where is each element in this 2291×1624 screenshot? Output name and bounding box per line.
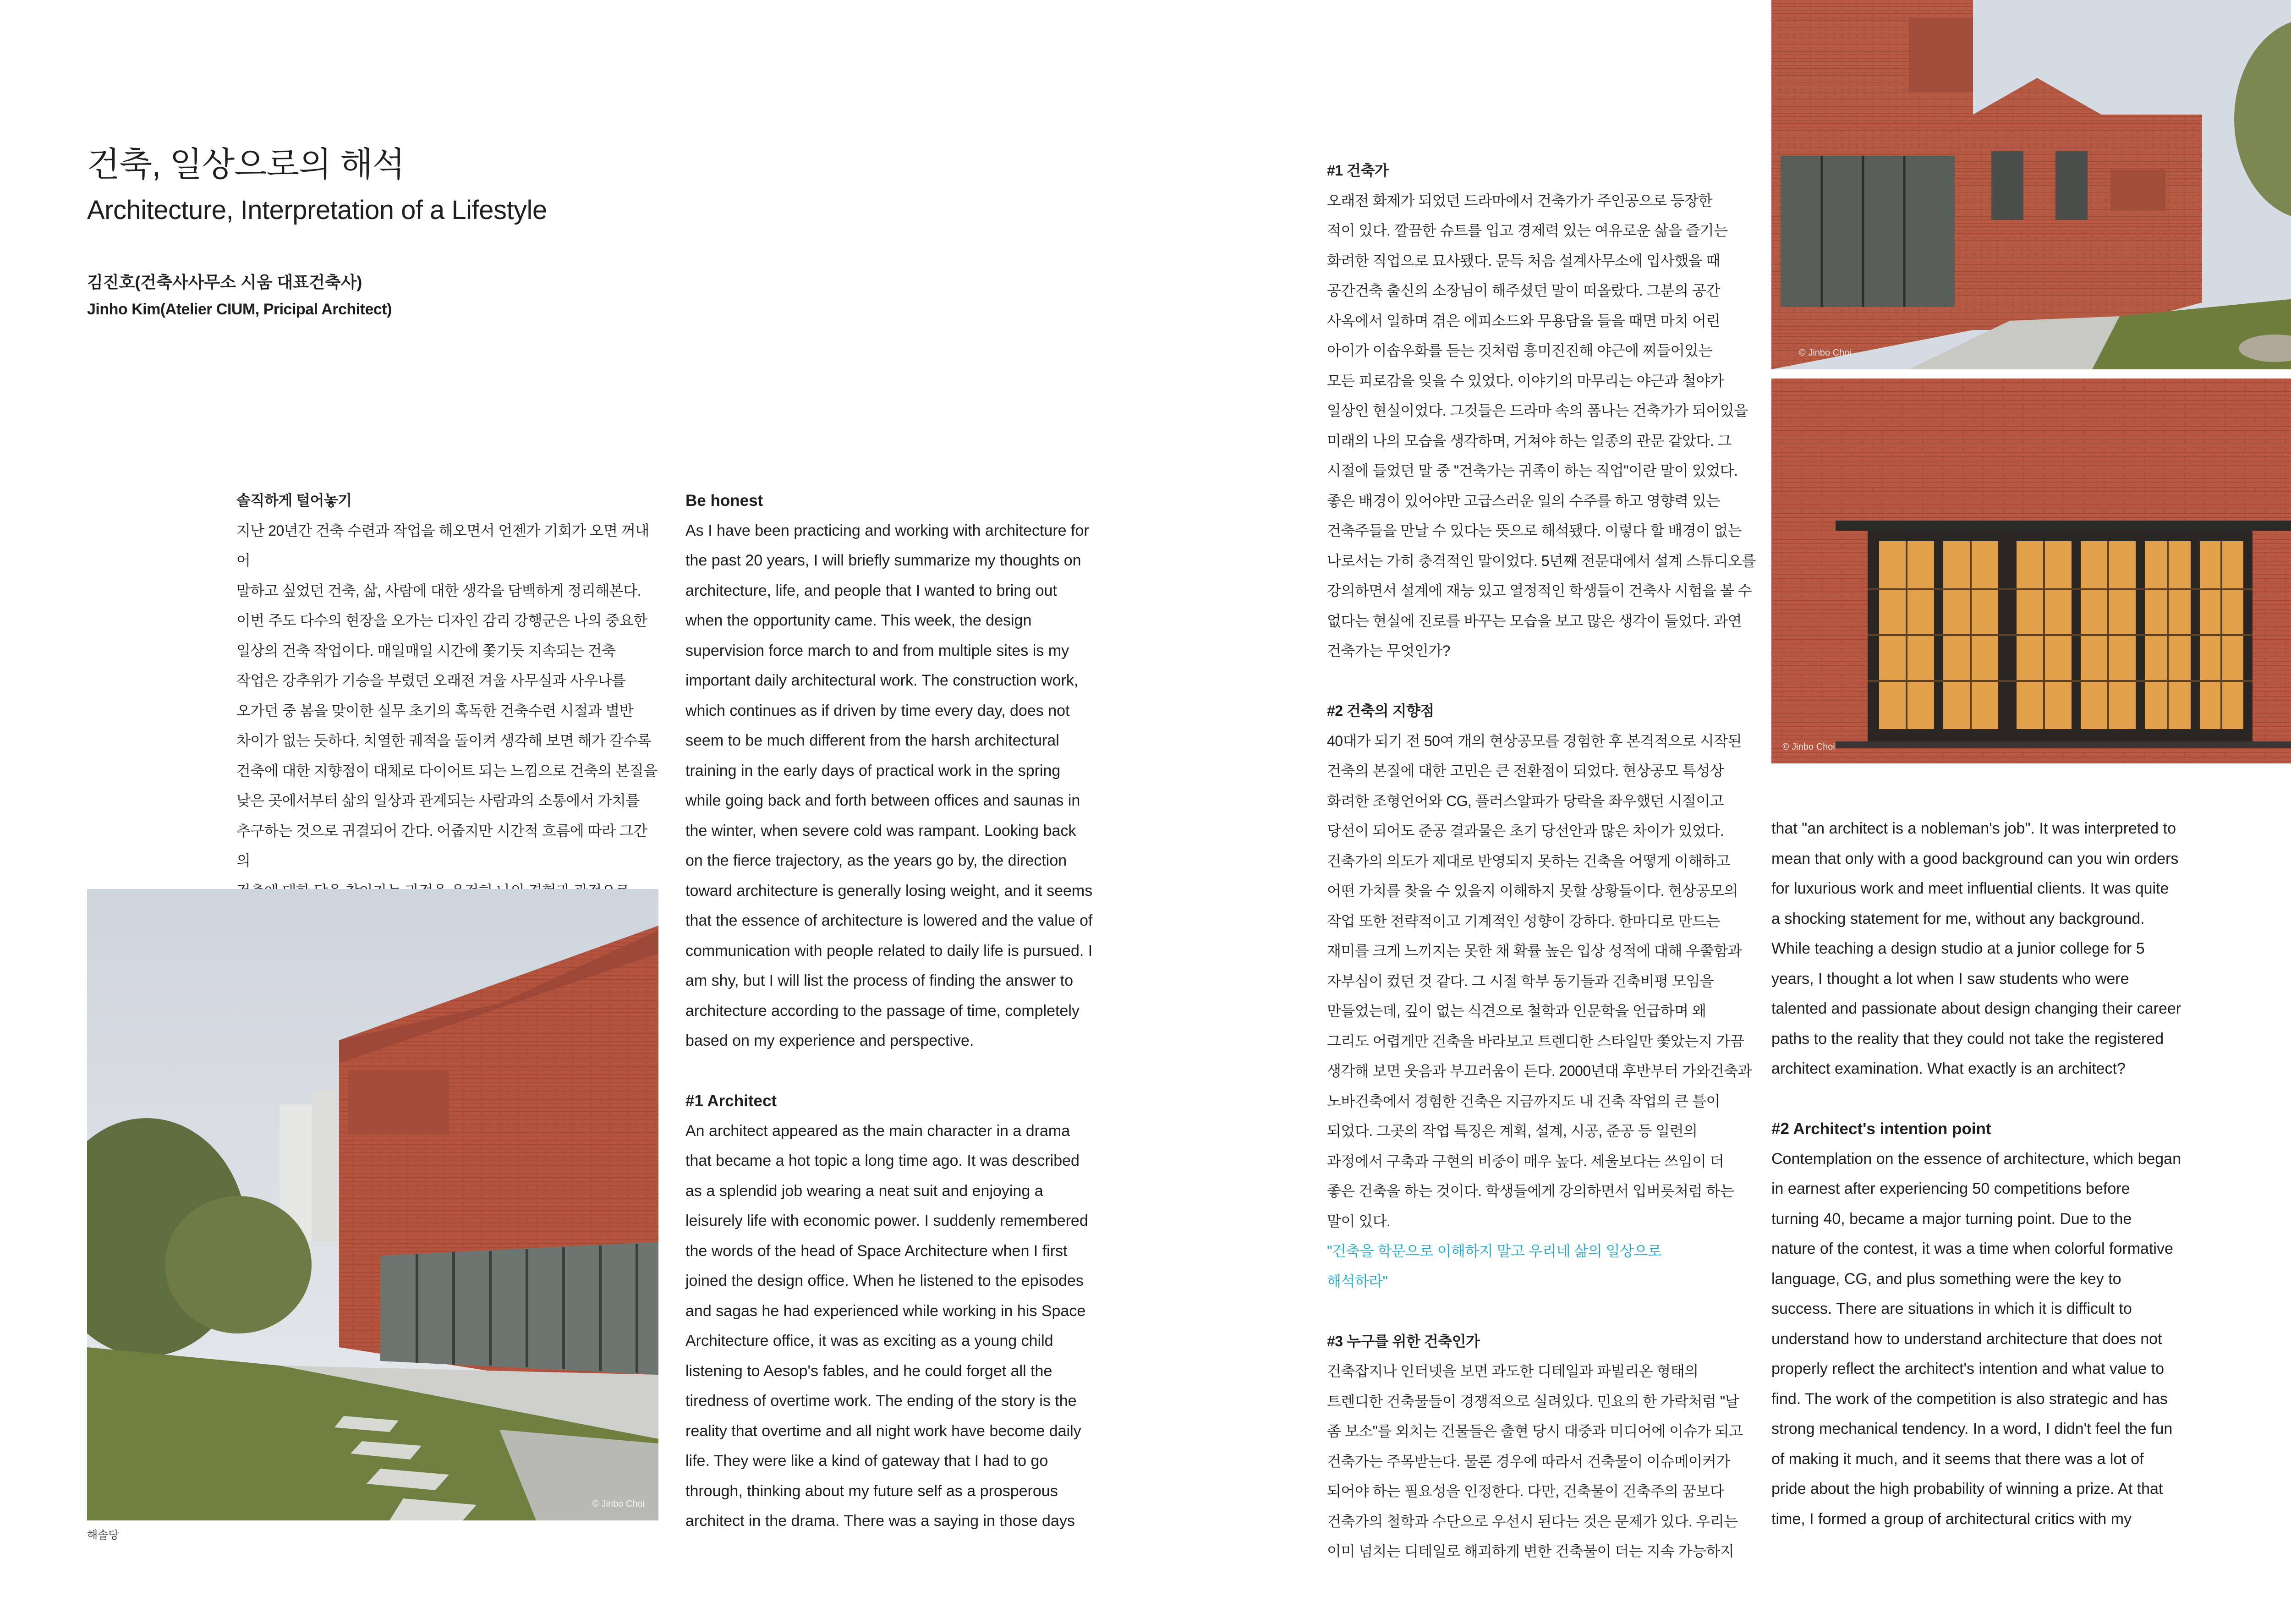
text-line: 건축가의 의도가 제대로 반영되지 못하는 건축을 어떻게 이해하고 xyxy=(1327,852,1730,869)
author-english: Jinho Kim(Atelier CIUM, Pricipal Architect) xyxy=(87,301,392,318)
text-line: that "an architect is a nobleman's job". It was interpreted to xyxy=(1771,820,2176,837)
building-garden-illustration xyxy=(87,889,658,1520)
text-line: 이번 주도 다수의 현장을 오가는 디자인 감리 강행군은 나의 중요한 xyxy=(236,612,647,629)
section-heading: #1 Architect xyxy=(685,1092,777,1110)
text-line: 건축주들을 만날 수 있다는 뜻으로 해석됐다. 이렇다 할 배경이 없는 xyxy=(1327,522,1742,539)
text-line: 오래전 화제가 되었던 드라마에서 건축가가 주인공으로 등장한 xyxy=(1327,192,1713,209)
section-heading: #1 건축가 xyxy=(1327,162,1389,179)
text-line: while going back and forth between offices and saunas in xyxy=(685,792,1080,809)
text-line: communication with people related to daily life is pursued. I xyxy=(685,942,1093,960)
text-line: 낮은 곳에서부터 삶의 일상과 관계되는 사람과의 소통에서 가치를 xyxy=(236,792,640,809)
text-line: 좀 보소"를 외치는 건물들은 출현 당시 대중과 미디어에 이슈가 되고 xyxy=(1327,1423,1743,1439)
text-line: language, CG, and plus something were the key to xyxy=(1771,1270,2121,1288)
text-line: 과정에서 구축과 구현의 비중이 매우 높다. 세울보다는 쓰임이 더 xyxy=(1327,1152,1724,1169)
text-line: nature of the contest, it was a time when colorful formative xyxy=(1771,1240,2173,1257)
quote-line: "건축을 학문으로 이해하지 말고 우리네 삶의 일상으로 xyxy=(1327,1243,1662,1259)
paragraph xyxy=(1771,814,2234,1084)
text-line: listening to Aesop's fables, and he could forget all the xyxy=(685,1362,1052,1380)
text-line: 말이 있다. xyxy=(1327,1213,1391,1229)
paragraph xyxy=(1771,1144,2234,1535)
text-line: and sagas he had experienced while working in his Space xyxy=(685,1302,1086,1320)
text-line: 그리도 어렵게만 건축을 바라보고 트렌디한 스타일만 쫓았는지 가끔 xyxy=(1327,1032,1744,1049)
text-line: 미래의 나의 모습을 생각하며, 거쳐야 하는 일종의 관문 같았다. 그 xyxy=(1327,432,1732,449)
text-line: architecture according to the passage of time, completely xyxy=(685,1002,1080,1020)
text-line: training in the early days of practical work in the spring xyxy=(685,762,1061,779)
text-line: toward architecture is generally losing weight, and it seems xyxy=(685,882,1093,900)
text-line: through, thinking about my future self as a prosperous xyxy=(685,1482,1058,1500)
author-korean: 김진호(건축사사무소 시움 대표건축사) xyxy=(87,273,362,291)
text-line: talented and passionate about design changing their career xyxy=(1771,1000,2181,1017)
section-heading: Be honest xyxy=(685,492,763,510)
text-line: 강의하면서 설계에 재능 있고 열정적인 학생들이 건축사 시험을 볼 수 xyxy=(1327,582,1752,599)
text-line: 추구하는 것으로 귀결되어 간다. 어줍지만 시간적 흐름에 따라 그간의 xyxy=(236,822,647,869)
text-line: that the essence of architecture is lowered and the value of xyxy=(685,912,1093,929)
english-column-2 xyxy=(1771,814,2234,1534)
text-line: 건축의 본질에 대한 고민은 큰 전환점이 되었다. 현상공모 특성상 xyxy=(1327,763,1724,779)
text-line: important daily architectural work. The construction work, xyxy=(685,672,1079,689)
text-line: 당선이 되어도 준공 결과물은 초기 당선안과 많은 차이가 있었다. xyxy=(1327,823,1724,839)
text-line: 건축가는 주목받는다. 물론 경우에 따라서 건축물이 이슈메이커가 xyxy=(1327,1453,1730,1470)
building-exterior-illustration xyxy=(1771,0,2291,369)
text-line: 일상의 건축 작업이다. 매일매일 시간에 쫓기듯 지속되는 건축 xyxy=(236,642,616,659)
text-line: leisurely life with economic power. I suddenly remembered xyxy=(685,1212,1088,1229)
text-line: seem to be much different from the harsh architectural xyxy=(685,732,1059,749)
photo-building-exterior xyxy=(1771,0,2291,369)
text-line: 작업 또한 전략적이고 기계적인 성향이 강하다. 한마디로 만드는 xyxy=(1327,912,1720,929)
text-line: that became a hot topic a long time ago. It was described xyxy=(685,1152,1080,1169)
section-heading: #3 누구를 위한 건축인가 xyxy=(1327,1333,1480,1350)
korean-column-2 xyxy=(1327,156,1758,1567)
text-line: 트렌디한 건축물들이 경쟁적으로 실려있다. 민요의 한 가락처럼 "날 xyxy=(1327,1393,1739,1410)
text-line: 오가던 중 봄을 맞이한 실무 초기의 혹독한 건축수련 시절과 별반 xyxy=(236,702,634,719)
paragraph xyxy=(685,1116,1125,1536)
text-line: 적이 있다. 깔끔한 슈트를 입고 경제력 있는 여유로운 삶을 즐기는 xyxy=(1327,222,1728,239)
text-line: 일상인 현실이었다. 그것들은 드라마 속의 폼나는 건축가가 되어있을 xyxy=(1327,402,1748,419)
text-line: 건축에 대한 지향점이 대체로 다이어트 되는 느낌으로 건축의 본질을 xyxy=(236,762,658,779)
text-line: 말하고 싶었던 건축, 삶, 사람에 대한 생각을 담백하게 정리해본다. xyxy=(236,582,641,599)
korean-intro-column xyxy=(236,486,658,936)
text-line: joined the design office. When he listened to the episodes xyxy=(685,1272,1084,1289)
text-line: strong mechanical tendency. In a word, I didn't feel the fun xyxy=(1771,1420,2173,1437)
title-korean: 건축, 일상으로의 해석 xyxy=(87,145,405,183)
text-line: 화려한 조형언어와 CG, 플러스알파가 당락을 좌우했던 시절이고 xyxy=(1327,792,1724,809)
text-line: properly reflect the architect's intention and what value to xyxy=(1771,1360,2164,1377)
text-line: 없다는 현실에 진로를 바꾸는 모습을 보고 많은 생각이 들었다. 과연 xyxy=(1327,612,1742,629)
text-line: 건축잡지나 인터넷을 보면 과도한 디테일과 파빌리온 형태의 xyxy=(1327,1363,1699,1379)
text-line: 공간건축 출신의 소장님이 해주셨던 말이 떠올랐다. 그분의 공간 xyxy=(1327,282,1720,299)
text-line: the winter, when severe cold was rampant. Looking back xyxy=(685,822,1076,839)
section-heading: #2 Architect's intention point xyxy=(1771,1120,1991,1138)
text-line: supervision force march to and from multiple sites is my xyxy=(685,642,1069,659)
text-line: 지난 20년간 건축 수련과 작업을 해오면서 언젠가 기회가 오면 꺼내어 xyxy=(236,522,649,569)
paragraph xyxy=(1327,186,1758,666)
text-line: 아이가 이솝우화를 듣는 것처럼 흥미진진해 야근에 찌들어있는 xyxy=(1327,342,1713,359)
paragraph xyxy=(236,516,658,936)
photo-caption: 해솔당 xyxy=(87,1529,119,1542)
text-line: An architect appeared as the main character in a drama xyxy=(685,1122,1070,1140)
text-line: pride about the high probability of winning a prize. At that xyxy=(1771,1480,2163,1498)
quote-line: 해석하라" xyxy=(1327,1273,1388,1289)
paragraph xyxy=(685,516,1125,1056)
text-line: 모든 피로감을 잊을 수 있었다. 이야기의 마무리는 야근과 철야가 xyxy=(1327,372,1724,389)
photo-credit: © Jinbo Choi xyxy=(592,1499,645,1509)
text-line: As I have been practicing and working with architecture for xyxy=(685,521,1089,539)
text-line: 만들었는데, 깊이 없는 식견으로 철학과 인문학을 언급하며 왜 xyxy=(1327,1003,1706,1019)
text-line: success. There are situations in which it is difficult to xyxy=(1771,1300,2132,1317)
text-line: understand how to understand architecture that does not xyxy=(1771,1330,2162,1348)
text-line: life. They were like a kind of gateway that I had to go xyxy=(685,1452,1048,1470)
text-line: a shocking statement for me, without any background. xyxy=(1771,910,2145,927)
window-detail-illustration xyxy=(1771,379,2291,763)
text-line: the past 20 years, I will briefly summarize my thoughts on xyxy=(685,552,1081,569)
text-line: While teaching a design studio at a junior college for 5 xyxy=(1771,940,2145,957)
paragraph xyxy=(1327,726,1758,1237)
text-line: time, I formed a group of architectural critics with my xyxy=(1771,1510,2132,1528)
text-line: architect examination. What exactly is an architect? xyxy=(1771,1060,2126,1077)
photo-credit: © Jinbo Choi xyxy=(1799,348,1852,358)
english-column-1 xyxy=(685,486,1125,1536)
text-line: 차이가 없는 듯하다. 치열한 궤적을 돌이켜 생각해 보면 해가 갈수록 xyxy=(236,732,652,749)
text-line: the words of the head of Space Architecture when I first xyxy=(685,1242,1068,1260)
text-line: 사옥에서 일하며 겪은 에피소드와 무용담을 들을 때면 마치 어린 xyxy=(1327,312,1720,329)
text-line: when the opportunity came. This week, the design xyxy=(685,612,1032,629)
text-line: 되어야 하는 필요성을 인정한다. 다만, 건축물이 건축주의 꿈보다 xyxy=(1327,1483,1724,1499)
text-line: 노바건축에서 경험한 건축은 지금까지도 내 건축 작업의 큰 틀이 xyxy=(1327,1092,1720,1109)
text-line: Architecture office, it was as exciting as a young child xyxy=(685,1332,1053,1350)
text-line: which continues as if driven by time every day, does not xyxy=(685,702,1070,719)
text-line: 어떤 가치를 찾을 수 있을지 이해하지 못할 상황들이다. 현상공모의 xyxy=(1327,883,1738,899)
text-line: for luxurious work and meet influential clients. It was quite xyxy=(1771,880,2169,897)
text-line: 이미 넘치는 디테일로 해괴하게 변한 건축물이 더는 지속 가능하지 xyxy=(1327,1543,1734,1559)
text-line: 나로서는 가히 충격적인 말이었다. 5년째 전문대에서 설계 스튜디오를 xyxy=(1327,552,1756,569)
text-line: mean that only with a good background can you win orders xyxy=(1771,850,2179,867)
text-line: years, I thought a lot when I saw students who were xyxy=(1771,970,2129,988)
text-line: architecture, life, and people that I wanted to bring out xyxy=(685,582,1057,599)
text-line: 건축가는 무엇인가? xyxy=(1327,642,1450,659)
text-line: 시절에 들었던 말 중 "건축가는 귀족이 하는 직업"이란 말이 있었다. xyxy=(1327,462,1738,479)
text-line: 좋은 건축을 하는 것이다. 학생들에게 강의하면서 입버릇처럼 하는 xyxy=(1327,1183,1734,1199)
text-line: based on my experience and perspective. xyxy=(685,1032,974,1049)
title-english: Architecture, Interpretation of a Lifestyle xyxy=(87,195,547,225)
text-line: turning 40, became a major turning point. Due to the xyxy=(1771,1210,2132,1228)
section-heading: #2 건축의 지향점 xyxy=(1327,702,1434,719)
text-line: as a splendid job wearing a neat suit and enjoying a xyxy=(685,1182,1043,1200)
text-line: am shy, but I will list the process of finding the answer to xyxy=(685,972,1073,989)
text-line: in earnest after experiencing 50 competitions before xyxy=(1771,1180,2130,1197)
text-line: 건축가의 철학과 수단으로 우선시 된다는 것은 문제가 있다. 우리는 xyxy=(1327,1513,1738,1530)
text-line: tiredness of overtime work. The ending of the story is the xyxy=(685,1392,1077,1410)
text-line: of making it much, and it seems that there was a lot of xyxy=(1771,1450,2144,1468)
photo-credit: © Jinbo Choi xyxy=(1782,742,1835,752)
text-line: on the fierce trajectory, as the years go by, the direction xyxy=(685,852,1067,869)
text-line: 재미를 크게 느끼지는 못한 채 확률 높은 입상 성적에 대해 우쭐함과 xyxy=(1327,943,1742,959)
text-line: 좋은 배경이 있어야만 고급스러운 일의 수주를 하고 영향력 있는 xyxy=(1327,492,1720,509)
paragraph xyxy=(1327,1356,1758,1567)
text-line: paths to the reality that they could not take the registered xyxy=(1771,1030,2164,1048)
text-line: find. The work of the competition is also strategic and has xyxy=(1771,1390,2168,1408)
photo-window-detail xyxy=(1771,379,2291,763)
text-line: 되었다. 그곳의 작업 특징은 계획, 설계, 시공, 준공 등 일련의 xyxy=(1327,1123,1698,1139)
text-line: 자부심이 컸던 것 같다. 그 시절 학부 동기들과 건축비평 모임을 xyxy=(1327,972,1714,989)
text-line: 40대가 되기 전 50여 개의 현상공모를 경험한 후 본격적으로 시작된 xyxy=(1327,732,1742,749)
text-line: architect in the drama. There was a saying in those days xyxy=(685,1512,1075,1530)
text-line: reality that overtime and all night work have become daily xyxy=(685,1422,1081,1440)
section-heading: 솔직하게 털어놓기 xyxy=(236,492,352,509)
text-line: 생각해 보면 웃음과 부끄러움이 든다. 2000년대 후반부터 가와건축과 xyxy=(1327,1063,1752,1079)
text-line: 화려한 직업으로 묘사됐다. 문득 처음 설계사무소에 입사했을 때 xyxy=(1327,252,1720,269)
text-line: 작업은 강추위가 기승을 부렸던 오래전 겨울 사무실과 사우나를 xyxy=(236,672,626,689)
text-line: Contemplation on the essence of architecture, which began xyxy=(1771,1150,2181,1168)
photo-building-garden xyxy=(87,889,658,1520)
